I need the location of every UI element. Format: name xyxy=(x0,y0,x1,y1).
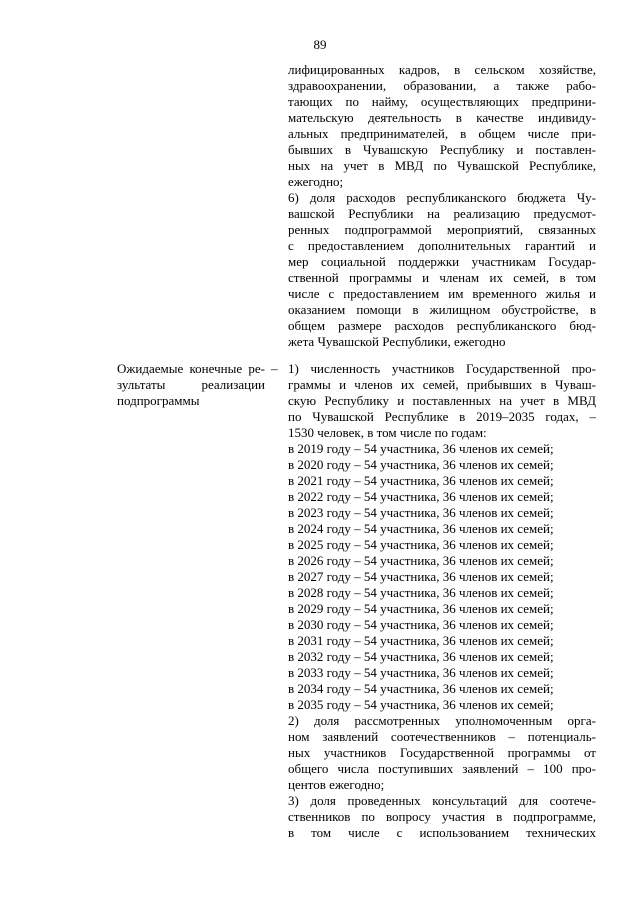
label-line: зультаты реализации xyxy=(117,377,265,392)
text-line: в 2029 году – 54 участника, 36 членов их семей; xyxy=(288,601,554,616)
text-line: центов ежегодно; xyxy=(288,777,385,792)
text-line: здравоохранении, образовании, а также рабо- xyxy=(288,78,596,93)
text-line: 3) доля проведенных консультаций для соотече- xyxy=(288,793,596,808)
text-line: в том числе с использованием технических xyxy=(288,825,596,840)
text-line: в 2023 году – 54 участника, 36 членов их семей; xyxy=(288,505,554,520)
row-dash: – xyxy=(271,361,278,376)
text-line: ственников по вопросу участия в подпрограмме, xyxy=(288,809,596,824)
text-line: 6) доля расходов республиканского бюджета Чу- xyxy=(288,190,596,205)
text-line: в 2035 году – 54 участника, 36 членов их семей; xyxy=(288,697,554,712)
text-line: ных участников Государственной программы от xyxy=(288,745,596,760)
page-number: 89 xyxy=(313,37,327,52)
text-line: в 2028 году – 54 участника, 36 членов их семей; xyxy=(288,585,554,600)
text-line: альных предпринимателей, в общем числе при- xyxy=(288,126,596,141)
text-line: ренных подпрограммой мероприятий, связанных xyxy=(288,222,596,237)
text-line: общем размере расходов республиканского бюд- xyxy=(288,318,596,333)
text-line: лифицированных кадров, в сельском хозяйстве, xyxy=(288,62,596,77)
text-line: 1) численность участников Государственной про- xyxy=(288,361,596,376)
text-line: в 2027 году – 54 участника, 36 членов их семей; xyxy=(288,569,554,584)
text-line: числе с предоставлением им временного жилья и xyxy=(288,286,596,301)
text-line: в 2019 году – 54 участника, 36 членов их семей; xyxy=(288,441,554,456)
text-line: тающих по найму, осуществляющих предприни- xyxy=(288,94,596,109)
text-line: общего числа поступивших заявлений – 100 про- xyxy=(288,761,596,776)
text-line: в 2025 году – 54 участника, 36 членов их семей; xyxy=(288,537,554,552)
text-line: ственной программы и членам их семей, в том xyxy=(288,270,596,285)
text-line: оказанием помощи в жилищном обустройстве, в xyxy=(288,302,596,317)
text-line: в 2032 году – 54 участника, 36 членов их семей; xyxy=(288,649,554,664)
text-line: 2) доля рассмотренных уполномоченным орга- xyxy=(288,713,596,728)
label-line: подпрограммы xyxy=(117,393,200,408)
indicators-continuation-block xyxy=(288,62,596,350)
text-line: жета Чувашской Республики, ежегодно xyxy=(288,334,506,349)
text-line: в 2024 году – 54 участника, 36 членов их семей; xyxy=(288,521,554,536)
text-line: в 2022 году – 54 участника, 36 членов их семей; xyxy=(288,489,554,504)
text-line: в 2030 году – 54 участника, 36 членов их семей; xyxy=(288,617,554,632)
expected-results-label xyxy=(117,361,265,409)
text-line: граммы и членов их семей, прибывших в Чуваш- xyxy=(288,377,596,392)
text-line: в 2033 году – 54 участника, 36 членов их семей; xyxy=(288,665,554,680)
text-line: 1530 человек, в том числе по годам: xyxy=(288,425,487,440)
text-line: с предоставлением дополнительных гарантий и xyxy=(288,238,596,253)
text-line: ежегодно; xyxy=(288,174,344,189)
label-line: Ожидаемые конечные ре- xyxy=(117,361,265,376)
text-line: по Чувашской Республике в 2019–2035 годах, – xyxy=(288,409,596,424)
text-line: бывших в Чувашскую Республику и поставлен- xyxy=(288,142,596,157)
text-line: ных на учет в МВД по Чувашской Республике, xyxy=(288,158,596,173)
text-line: мер социальной поддержки участникам Государ- xyxy=(288,254,596,269)
text-line: в 2034 году – 54 участника, 36 членов их семей; xyxy=(288,681,554,696)
text-line: ном заявлений соотечественников – потенциаль- xyxy=(288,729,596,744)
text-line: в 2021 году – 54 участника, 36 членов их семей; xyxy=(288,473,554,488)
text-line: в 2020 году – 54 участника, 36 членов их семей; xyxy=(288,457,554,472)
text-line: мательскую деятельность в качестве индивиду- xyxy=(288,110,596,125)
text-line: в 2031 году – 54 участника, 36 членов их семей; xyxy=(288,633,554,648)
text-line: вашской Республики на реализацию предусмот- xyxy=(288,206,596,221)
text-line: скую Республику и поставленных на учет в МВД xyxy=(288,393,596,408)
text-line: в 2026 году – 54 участника, 36 членов их семей; xyxy=(288,553,554,568)
expected-results-block xyxy=(288,361,596,841)
